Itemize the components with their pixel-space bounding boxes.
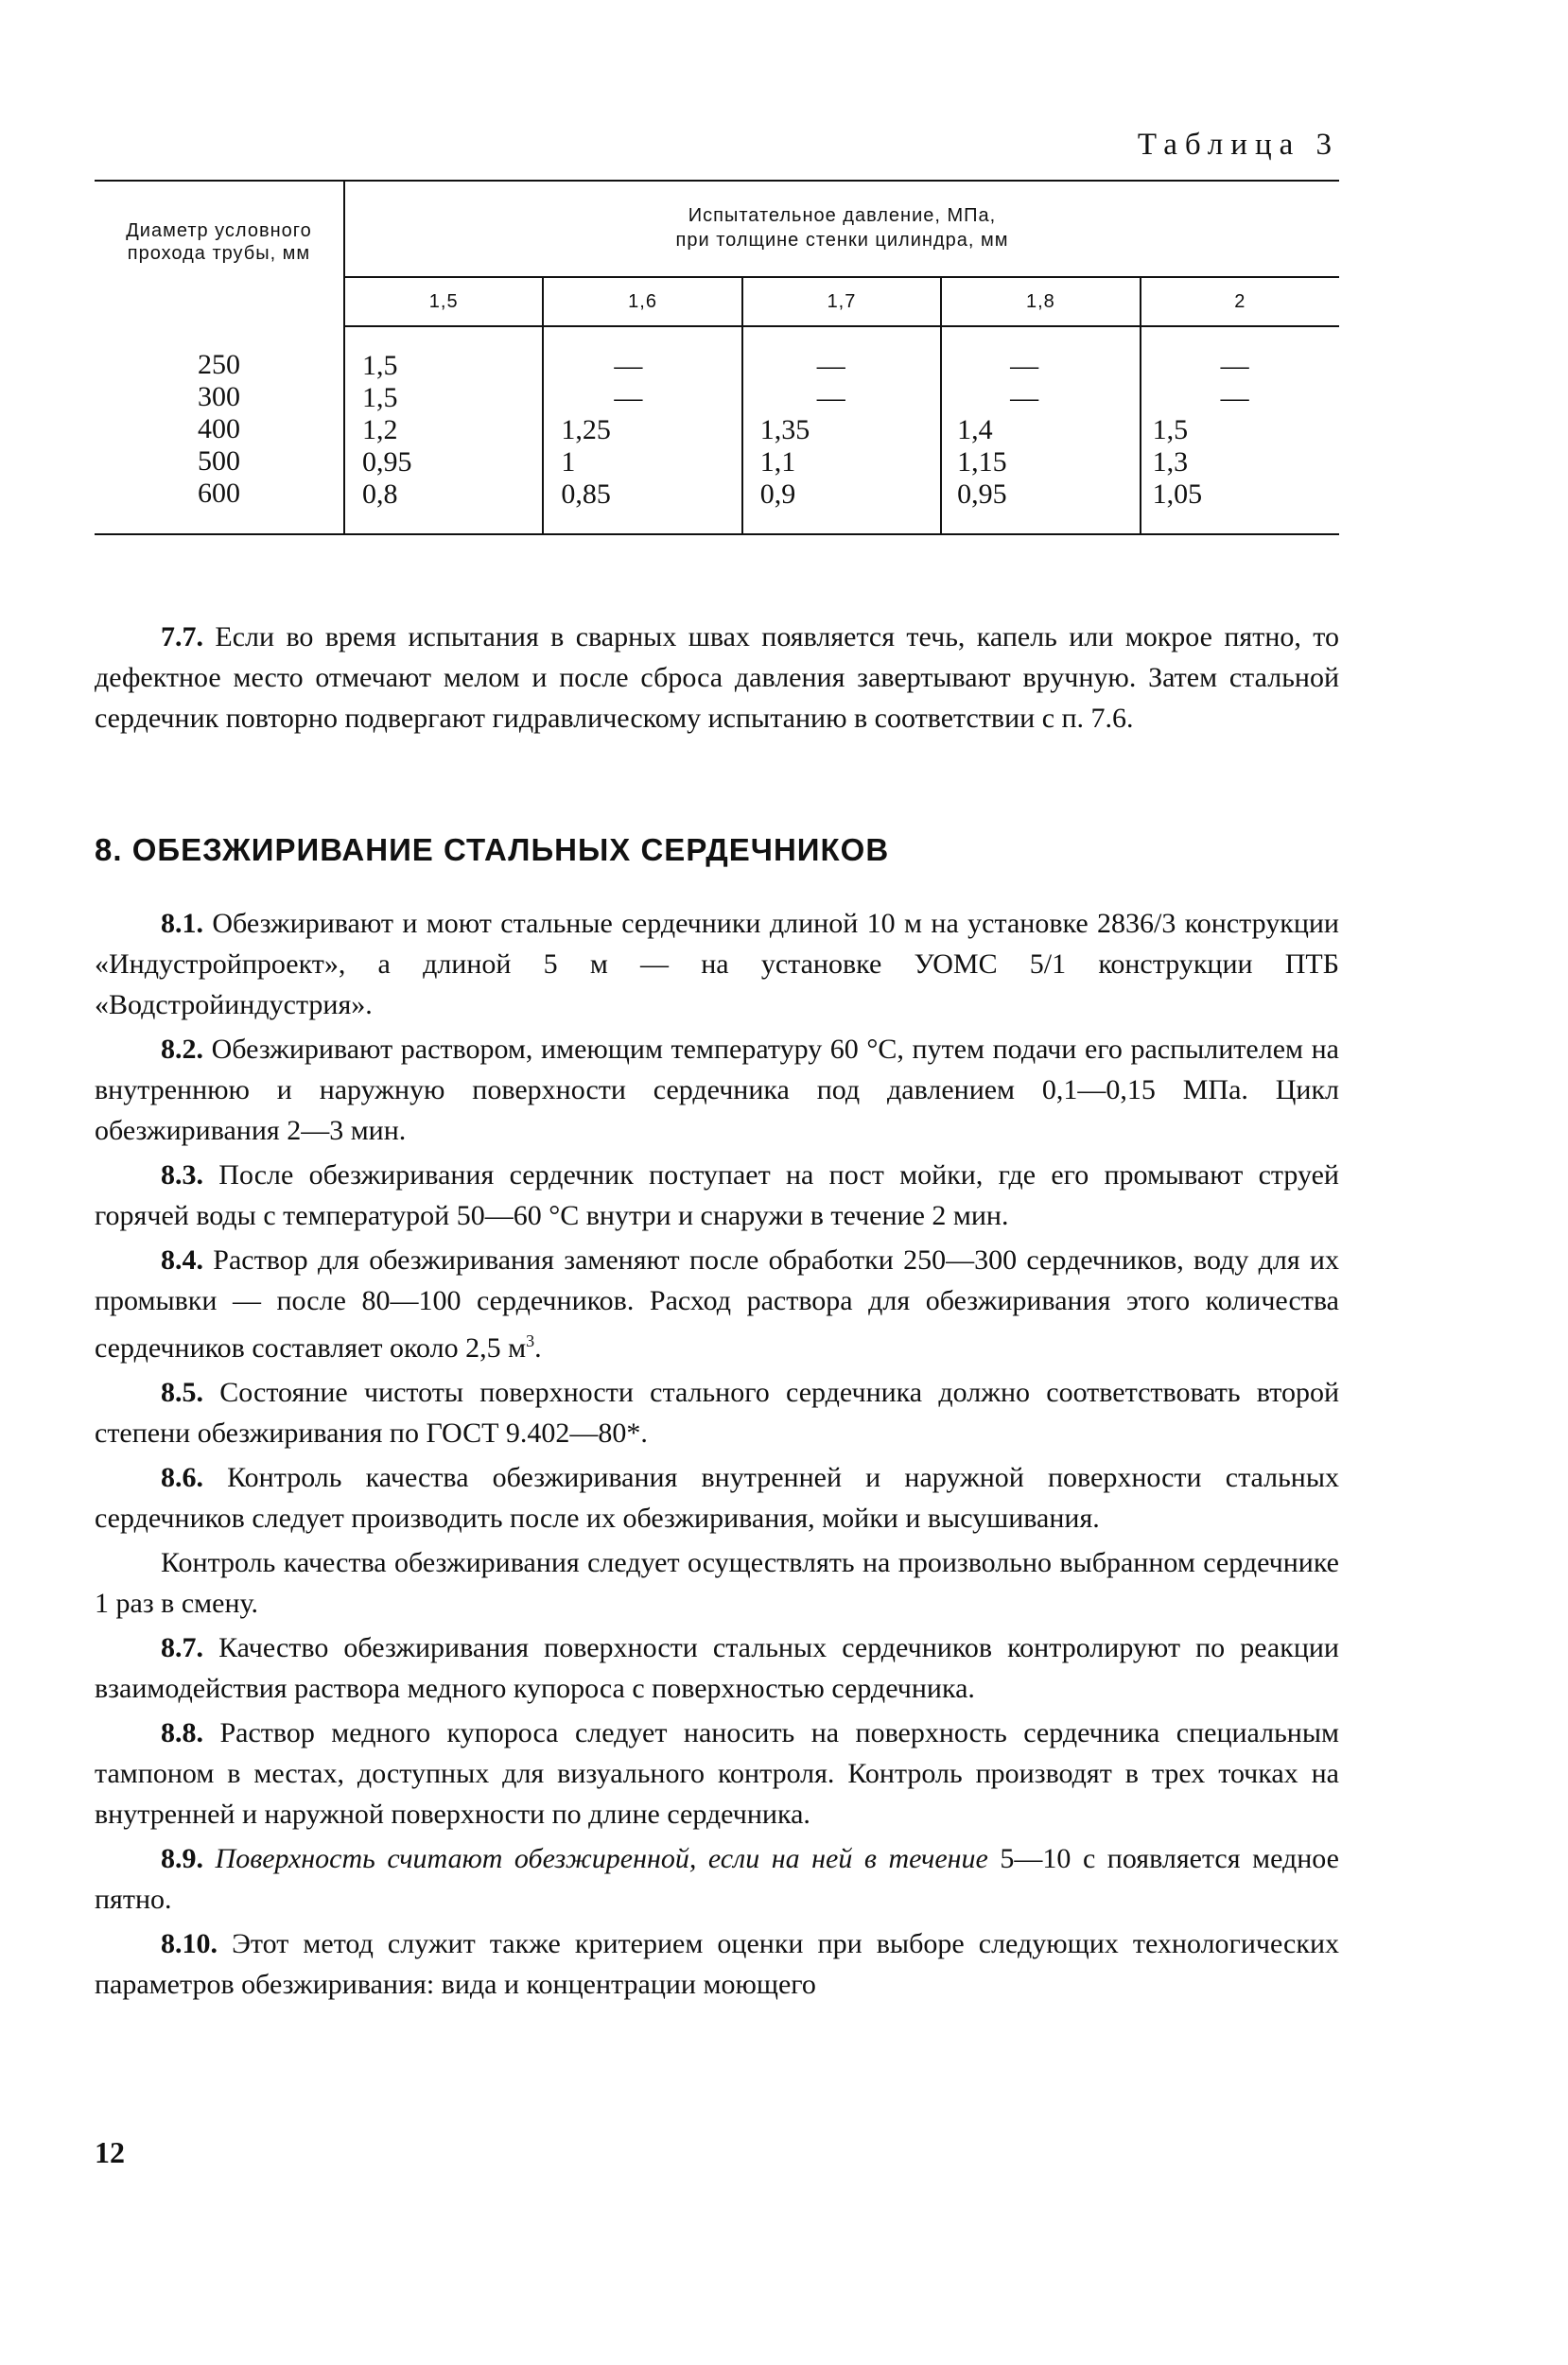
table-cell: 300 [198,381,240,412]
paragraph-7-7-block [95,617,1339,742]
table-cell: 250 [198,349,240,380]
paragraph-8-10 [95,1923,1339,2005]
clause-text: Качество обезжиривания поверхности стальных сердечников контролируют по реакции взаимодействия раствора медного купороса с поверхностью сердечника. [95,1632,1339,1704]
table-cell: 0,95 [957,478,1007,510]
table-cell: 600 [198,478,240,509]
pressure-column [1141,326,1339,534]
clause-number: 8.6. [161,1462,203,1493]
table-cell: — [614,382,643,413]
table-cell: — [816,382,845,413]
clause-text: Обезжиривают и моют стальные сердечники длиной 10 м на установке 2836/3 конструкции «Индустройпроект», а длиной 5 м — на установке УОМС 5/1 конструкции ПТБ «Водстройиндустрия». [95,908,1339,1020]
paragraph-8-8 [95,1713,1339,1835]
pressure-group-header [344,181,1339,277]
section-8-title: 8. ОБЕЗЖИРИВАНИЕ СТАЛЬНЫХ СЕРДЕЧНИКОВ [95,832,890,867]
pressure-table [95,180,1339,535]
document-page [95,0,1339,2365]
thickness-header: 1,6 [543,277,741,326]
table-cell: 1 [561,446,576,478]
table-cell: 1,5 [362,350,398,381]
clause-number: 8.1. [161,908,203,939]
table-cell: 500 [198,445,240,477]
table-cell: — [614,350,643,381]
paragraph-8-3 [95,1155,1339,1236]
clause-number: 8.9. [161,1843,203,1874]
paragraph-8-9 [95,1838,1339,1920]
pressure-column [742,326,941,534]
clause-text: После обезжиривания сердечник поступает на пост мойки, где его промывают струей горячей воды с температурой 50—60 °С внутри и снаружи в течение 2 мин. [95,1159,1339,1231]
diameter-column [95,326,344,534]
clause-number: 8.4. [161,1244,203,1276]
clause-number: 8.5. [161,1377,203,1408]
pressure-column [543,326,741,534]
table-caption: Таблица 3 [1137,128,1339,162]
paragraph-8-6 [95,1457,1339,1539]
clause-text: Обезжиривают раствором, имеющим температуру 60 °С, путем подачи его распылителем на внутреннюю и наружную поверхности сердечника под давлением 0,1—0,15 МПа. Цикл обезжиривания 2—3 мин. [95,1034,1339,1146]
thickness-header: 1,8 [941,277,1140,326]
clause-end: . [534,1332,542,1364]
section-8-body [95,903,1339,2009]
table-cell: 1,05 [1152,478,1203,510]
table-cell: 1,15 [957,446,1007,478]
clause-number: 8.7. [161,1632,203,1663]
page-number: 12 [95,2135,125,2169]
paragraph-8-4 [95,1240,1339,1368]
table-cell: — [816,350,845,381]
clause-text: Раствор для обезжиривания заменяют после обработки 250—300 сердечников, воду для их промывки — после 80—100 сердечников. Расход раствора для обезжиривания этого количества сердечников составляет около 2,5 м [95,1244,1339,1364]
table-cell: 400 [198,413,240,444]
paragraph-8-7 [95,1627,1339,1709]
clause-number: 8.3. [161,1159,203,1191]
clause-number: 8.8. [161,1717,203,1748]
pressure-column [344,326,543,534]
clause-number: 8.10. [161,1928,218,1959]
thickness-header: 1,5 [344,277,543,326]
pressure-group-header-line1: Испытательное давление, МПа, [688,205,997,226]
paragraph-8-1 [95,903,1339,1025]
table-cell: 0,95 [362,446,412,478]
table-cell: — [1220,382,1249,413]
thickness-header: 1,7 [742,277,941,326]
clause-text: Если во время испытания в сварных швах появляется течь, капель или мокрое пятно, то дефектное место отмечают мелом и после сброса давления завертывают вручную. Затем стальной сердечник повторно подвергают гидравлическому испытанию в соответствии с п. 7.6. [95,621,1339,734]
table-cell: 1,5 [1152,414,1189,445]
table-cell: 0,85 [561,478,611,510]
diameter-column-header: Диаметр условного прохода трубы, мм [95,181,344,326]
table-cell: 0,8 [362,478,398,510]
table-cell: 1,35 [759,414,810,445]
clause-text: Этот метод служит также критерием оценки при выборе следующих технологических параметров обезжиривания: вида и концентрации моющего [95,1928,1339,2000]
table-cell: 1,3 [1152,446,1189,478]
clause-italic-text: Поверхность считают обезжиренной, если на ней в течение [203,1843,988,1874]
clause-text: Контроль качества обезжиривания внутренней и наружной поверхности стальных сердечников следует производить после их обезжиривания, мойки и высушивания. [95,1462,1339,1534]
pressure-group-header-line2: при толщине стенки цилиндра, мм [675,230,1009,251]
table-cell: 1,5 [362,382,398,413]
paragraph-8-2 [95,1029,1339,1151]
thickness-header: 2 [1141,277,1339,326]
table-cell: 1,1 [759,446,796,478]
superscript: 3 [526,1331,535,1350]
pressure-column [941,326,1140,534]
paragraph-8-6-continued [95,1542,1339,1624]
clause-number: 7.7. [161,621,203,652]
clause-number: 8.2. [161,1034,203,1065]
clause-text: Раствор медного купороса следует наносить на поверхность сердечника специальным тампоном в местах, доступных для визуального контроля. Контроль производят в трех точках на внутренней и наружной поверхности по длине сердечника. [95,1717,1339,1830]
table-cell: 1,25 [561,414,611,445]
table-cell: 0,9 [759,478,796,510]
clause-text: Контроль качества обезжиривания следует осуществлять на произвольно выбранном сердечнике 1 раз в смену. [95,1547,1339,1619]
paragraph-7-7 [95,617,1339,739]
table-cell: 1,2 [362,414,398,445]
table-row [95,326,1339,534]
table-cell: — [1220,350,1249,381]
table-cell: 1,4 [957,414,993,445]
table-cell: — [1010,382,1039,413]
clause-text: Состояние чистоты поверхности стального сердечника должно соответствовать второй степени обезжиривания по ГОСТ 9.402—80*. [95,1377,1339,1449]
table-cell: — [1010,350,1039,381]
clause-text: 5—10 с появляется медное пятно. [95,1843,1339,1915]
paragraph-8-5 [95,1372,1339,1453]
